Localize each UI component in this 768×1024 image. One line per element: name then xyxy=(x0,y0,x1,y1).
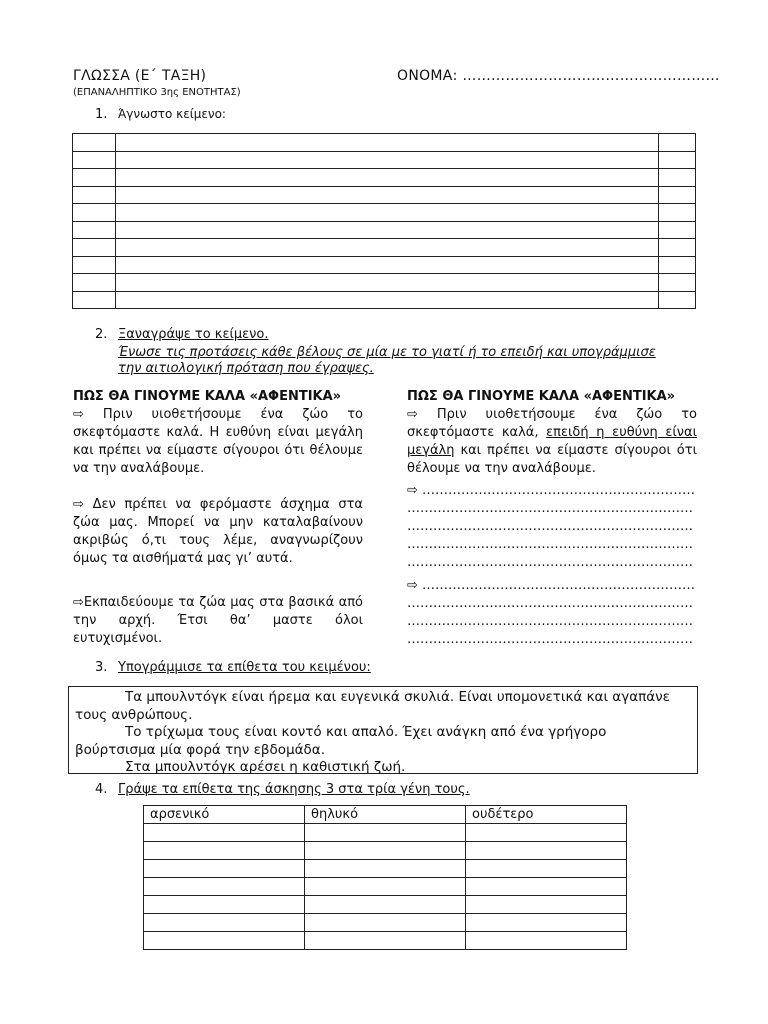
writing-grid[interactable] xyxy=(72,133,696,309)
task3-number: 3. xyxy=(95,660,108,675)
answer-cell[interactable] xyxy=(305,914,466,932)
table-row[interactable] xyxy=(73,151,696,169)
worksheet-subtitle: (ΕΠΑΝΑΛΗΠΤΙΚΟ 3ης ΕΝΟΤΗΤΑΣ) xyxy=(73,87,241,98)
right-paragraph-1: ⇨ Πριν υιοθετήσουμε ένα ζώο το σκεφτόμαστε καλά, επειδή η ευθύνη είναι μεγάλη και πρέπει να είμαστε σίγουροι ότι θέλουμε να την αναλάβουμε. xyxy=(407,407,697,476)
name-field[interactable]: ΟΝΟΜΑ: ……………………………………………… xyxy=(397,68,720,84)
answer-line[interactable]: ………………………………………………………… xyxy=(407,632,693,647)
grid-cell[interactable] xyxy=(73,239,116,257)
answer-block-3[interactable] xyxy=(407,577,697,649)
answer-block-2[interactable] xyxy=(407,482,697,572)
table-row[interactable] xyxy=(144,824,627,842)
task4-title: Γράψε τα επίθετα της άσκησης 3 στα τρία γένη τους. xyxy=(118,782,470,797)
answer-cell[interactable] xyxy=(466,914,627,932)
task4-number: 4. xyxy=(95,782,108,797)
box-paragraph-3: Στα μπουλντόγκ αρέσει η καθιστική ζωή. xyxy=(125,759,406,775)
answer-cell[interactable] xyxy=(305,878,466,896)
answer-line[interactable]: ………………………………………………………… xyxy=(407,596,693,611)
answer-cell[interactable] xyxy=(305,860,466,878)
answer-line[interactable]: ………………………………………………………… xyxy=(407,614,693,629)
table-row[interactable] xyxy=(73,221,696,239)
answer-cell[interactable] xyxy=(144,842,305,860)
arrow-icon: ⇨ xyxy=(407,578,418,593)
header-masculine: αρσενικό xyxy=(144,806,305,824)
task1-title: Άγνωστο κείμενο: xyxy=(118,107,226,121)
arrow-icon: ⇨ xyxy=(73,407,84,422)
grid-cell[interactable] xyxy=(73,221,116,239)
grid-cell[interactable] xyxy=(73,169,116,187)
grid-cell[interactable] xyxy=(116,204,659,222)
table-row[interactable] xyxy=(73,256,696,274)
grid-cell[interactable] xyxy=(73,274,116,292)
answer-cell[interactable] xyxy=(466,842,627,860)
header-feminine: θηλυκό xyxy=(305,806,466,824)
left-column-title: ΠΩΣ ΘΑ ΓΙΝΟΥΜΕ ΚΑΛΑ «ΑΦΕΝΤΙΚΑ» xyxy=(73,389,342,404)
grid-cell[interactable] xyxy=(659,239,696,257)
left-paragraph-3: ⇨Εκπαιδεύουμε τα ζώα μας στα βασικά από την αρχή. Έτσι θα’ μαστε όλοι ευτυχισμένοι. xyxy=(73,595,363,646)
answer-cell[interactable] xyxy=(144,914,305,932)
arrow-icon: ⇨ xyxy=(407,407,418,422)
answer-cell[interactable] xyxy=(466,932,627,950)
answer-cell[interactable] xyxy=(144,878,305,896)
arrow-icon: ⇨ xyxy=(73,595,84,610)
grid-cell[interactable] xyxy=(116,221,659,239)
adjectives-text-box xyxy=(68,686,698,774)
answer-line[interactable]: ⇨ ……………………………………………………… xyxy=(407,483,696,498)
table-row[interactable] xyxy=(144,914,627,932)
table-row[interactable] xyxy=(73,291,696,309)
grid-cell[interactable] xyxy=(659,274,696,292)
grid-cell[interactable] xyxy=(659,186,696,204)
box-paragraph-2: Το τρίχωμα τους είναι κοντό και απαλό. Έχει ανάγκη από ένα γρήγορο βούρτσισμα μία φορά την εβδομάδα. xyxy=(75,724,607,758)
grid-cell[interactable] xyxy=(116,134,659,152)
table-row[interactable] xyxy=(144,842,627,860)
table-row[interactable] xyxy=(144,860,627,878)
table-header-row xyxy=(144,806,627,824)
answer-line[interactable]: ………………………………………………………… xyxy=(407,501,693,516)
table-row[interactable] xyxy=(73,169,696,187)
answer-cell[interactable] xyxy=(466,860,627,878)
grid-cell[interactable] xyxy=(73,204,116,222)
answer-cell[interactable] xyxy=(144,932,305,950)
answer-cell[interactable] xyxy=(305,824,466,842)
answer-cell[interactable] xyxy=(466,824,627,842)
answer-line[interactable]: ………………………………………………………… xyxy=(407,537,693,552)
grid-cell[interactable] xyxy=(659,134,696,152)
grid-cell[interactable] xyxy=(116,274,659,292)
answer-line[interactable]: ………………………………………………………… xyxy=(407,519,693,534)
grid-cell[interactable] xyxy=(659,204,696,222)
table-row[interactable] xyxy=(73,204,696,222)
table-row[interactable] xyxy=(73,134,696,152)
grid-cell[interactable] xyxy=(116,169,659,187)
answer-line[interactable]: ………………………………………………………… xyxy=(407,555,693,570)
grid-cell[interactable] xyxy=(116,256,659,274)
task1-number: 1. xyxy=(95,107,108,122)
original-text-column xyxy=(73,388,363,648)
grid-cell[interactable] xyxy=(116,239,659,257)
answer-cell[interactable] xyxy=(144,896,305,914)
grid-cell[interactable] xyxy=(116,151,659,169)
subject-title: ΓΛΩΣΣΑ (Ε΄ ΤΑΞΗ) xyxy=(73,68,207,84)
task2-line3: την αιτιολογική πρόταση που έγραψες. xyxy=(118,361,374,376)
grid-cell[interactable] xyxy=(73,291,116,309)
grid-cell[interactable] xyxy=(116,291,659,309)
answer-cell[interactable] xyxy=(305,932,466,950)
grid-cell[interactable] xyxy=(116,186,659,204)
box-paragraph-1: Τα μπουλντόγκ είναι ήρεμα και ευγενικά σκυλιά. Είναι υπομονετικά και αγαπάνε τους ανθρώπους. xyxy=(75,689,670,723)
header-neuter: ουδέτερο xyxy=(466,806,627,824)
table-row[interactable] xyxy=(73,274,696,292)
answer-cell[interactable] xyxy=(144,860,305,878)
task3-title: Υπογράμμισε τα επίθετα του κειμένου: xyxy=(118,660,371,675)
table-row[interactable] xyxy=(73,239,696,257)
arrow-icon: ⇨ xyxy=(407,483,418,498)
genders-table[interactable] xyxy=(143,805,627,950)
left-paragraph-1: ⇨ Πριν υιοθετήσουμε ένα ζώο το σκεφτόμαστε καλά. Η ευθύνη είναι μεγάλη και πρέπει να είμαστε σίγουροι ότι θέλουμε να την αναλάβουμε. xyxy=(73,407,363,476)
grid-cell[interactable] xyxy=(73,256,116,274)
table-row[interactable] xyxy=(73,186,696,204)
grid-cell[interactable] xyxy=(73,151,116,169)
grid-cell[interactable] xyxy=(73,186,116,204)
answer-cell[interactable] xyxy=(305,842,466,860)
grid-cell[interactable] xyxy=(659,256,696,274)
grid-cell[interactable] xyxy=(659,151,696,169)
answer-line[interactable]: ⇨ ……………………………………………………… xyxy=(407,578,696,593)
task2-line1: Ξαναγράψε το κείμενο. xyxy=(118,327,269,342)
grid-cell[interactable] xyxy=(659,221,696,239)
right-column-title: ΠΩΣ ΘΑ ΓΙΝΟΥΜΕ ΚΑΛΑ «ΑΦΕΝΤΙΚΑ» xyxy=(407,389,676,404)
rewrite-column xyxy=(407,388,697,649)
arrow-icon: ⇨ xyxy=(73,497,84,512)
grid-cell[interactable] xyxy=(659,291,696,309)
table-row[interactable] xyxy=(144,878,627,896)
grid-cell[interactable] xyxy=(659,169,696,187)
task2-line2: Ένωσε τις προτάσεις κάθε βέλους σε μία με το γιατί ή το επειδή και υπογράμμισε xyxy=(118,345,656,360)
left-paragraph-2: ⇨ Δεν πρέπει να φερόμαστε άσχημα στα ζώα μας. Μπορεί να μην καταλαβαίνουν ακριβώς ό,τι τους λέμε, αναγνωρίζουν όμως τα αισθήματά μας γι’ αυτά. xyxy=(73,497,363,566)
underlined-causal-clause: επειδή η ευθύνη είναι μεγάλη xyxy=(407,425,697,458)
answer-cell[interactable] xyxy=(305,896,466,914)
task2-number: 2. xyxy=(95,327,108,342)
answer-cell[interactable] xyxy=(466,896,627,914)
grid-cell[interactable] xyxy=(73,134,116,152)
answer-cell[interactable] xyxy=(144,824,305,842)
answer-cell[interactable] xyxy=(466,878,627,896)
table-row[interactable] xyxy=(144,932,627,950)
table-row[interactable] xyxy=(144,896,627,914)
